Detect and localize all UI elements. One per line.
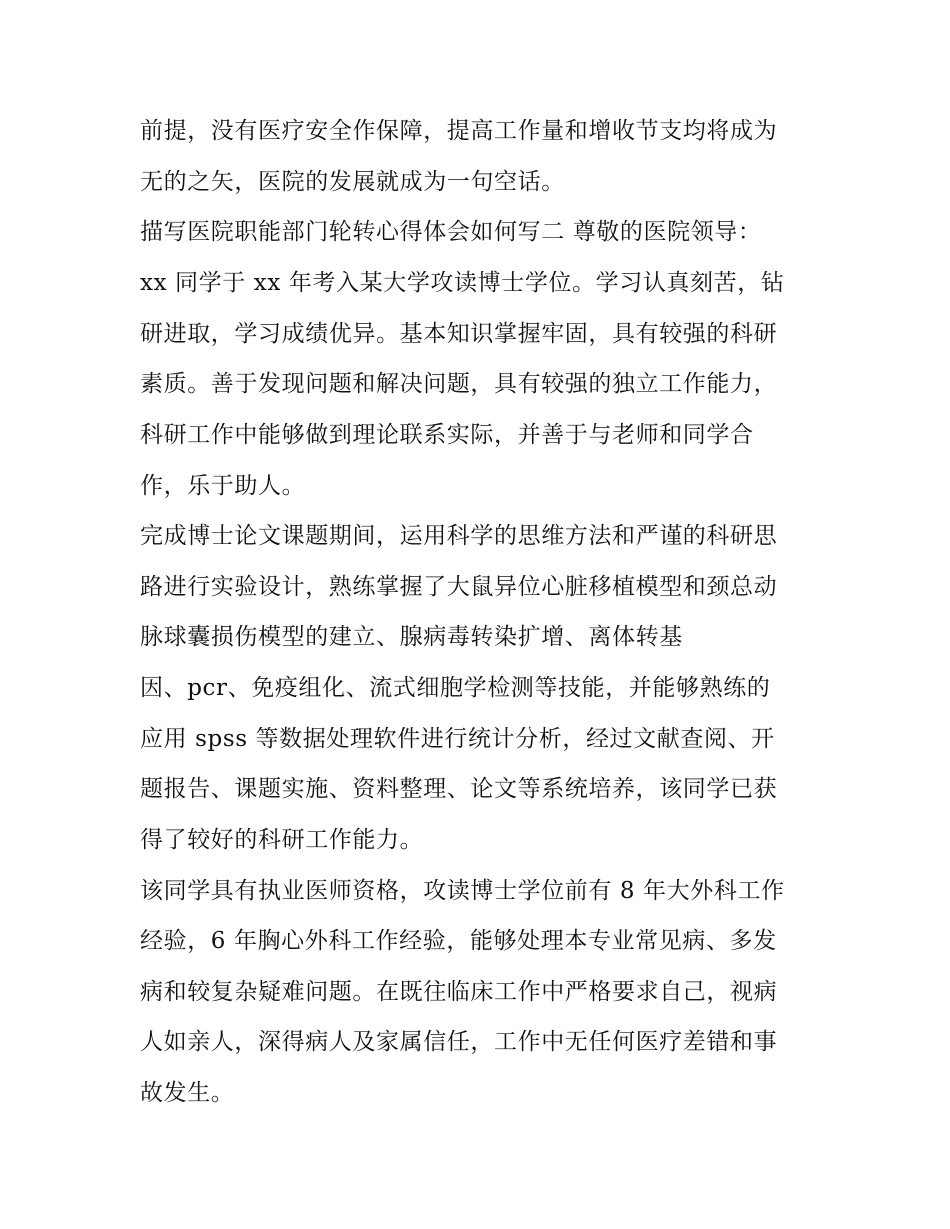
text-line: 题报告、课题实施、资料整理、论文等系统培养，该同学已获 bbox=[140, 776, 778, 802]
text-line: 故发生。 bbox=[140, 1080, 235, 1106]
text-line: 科研工作中能够做到理论联系实际，并善于与老师和同学合 bbox=[140, 422, 754, 448]
text-line: xx 同学于 xx 年考入某大学攻读博士学位。学习认真刻苦，钻 bbox=[140, 270, 785, 296]
text-line: 素质。善于发现问题和解决问题，具有较强的独立工作能力， bbox=[140, 371, 778, 397]
text-line: 病和较复杂疑难问题。在既往临床工作中严格要求自己，视病 bbox=[140, 979, 778, 1005]
text-line: 无的之矢，医院的发展就成为一句空话。 bbox=[140, 169, 565, 195]
text-line: 前提，没有医疗安全作保障，提高工作量和增收节支均将成为 bbox=[140, 118, 778, 144]
text-line: 脉球囊损伤模型的建立、腺病毒转染扩增、离体转基 bbox=[140, 624, 683, 650]
text-line: 得了较好的科研工作能力。 bbox=[140, 827, 424, 853]
text-line: 该同学具有执业医师资格，攻读博士学位前有 8 年大外科工作 bbox=[140, 878, 785, 904]
text-line: 应用 spss 等数据处理软件进行统计分析，经过文献查阅、开 bbox=[140, 726, 775, 752]
text-line: 研进取，学习成绩优异。基本知识掌握牢固，具有较强的科研 bbox=[140, 321, 778, 347]
text-line: 经验，6 年胸心外科工作经验，能够处理本专业常见病、多发 bbox=[140, 928, 777, 954]
text-line: 路进行实验设计，熟练掌握了大鼠异位心脏移植模型和颈总动 bbox=[140, 574, 778, 600]
text-line: 作，乐于助人。 bbox=[140, 473, 306, 499]
text-line: 描写医院职能部门轮转心得体会如何写二 尊敬的医院领导： bbox=[140, 219, 762, 245]
text-line: 人如亲人，深得病人及家属信任，工作中无任何医疗差错和事 bbox=[140, 1029, 778, 1055]
text-line: 因、pcr、免疫组化、流式细胞学检测等技能，并能够熟练的 bbox=[140, 675, 771, 701]
text-line: 完成博士论文课题期间，运用科学的思维方法和严谨的科研思 bbox=[140, 523, 778, 549]
